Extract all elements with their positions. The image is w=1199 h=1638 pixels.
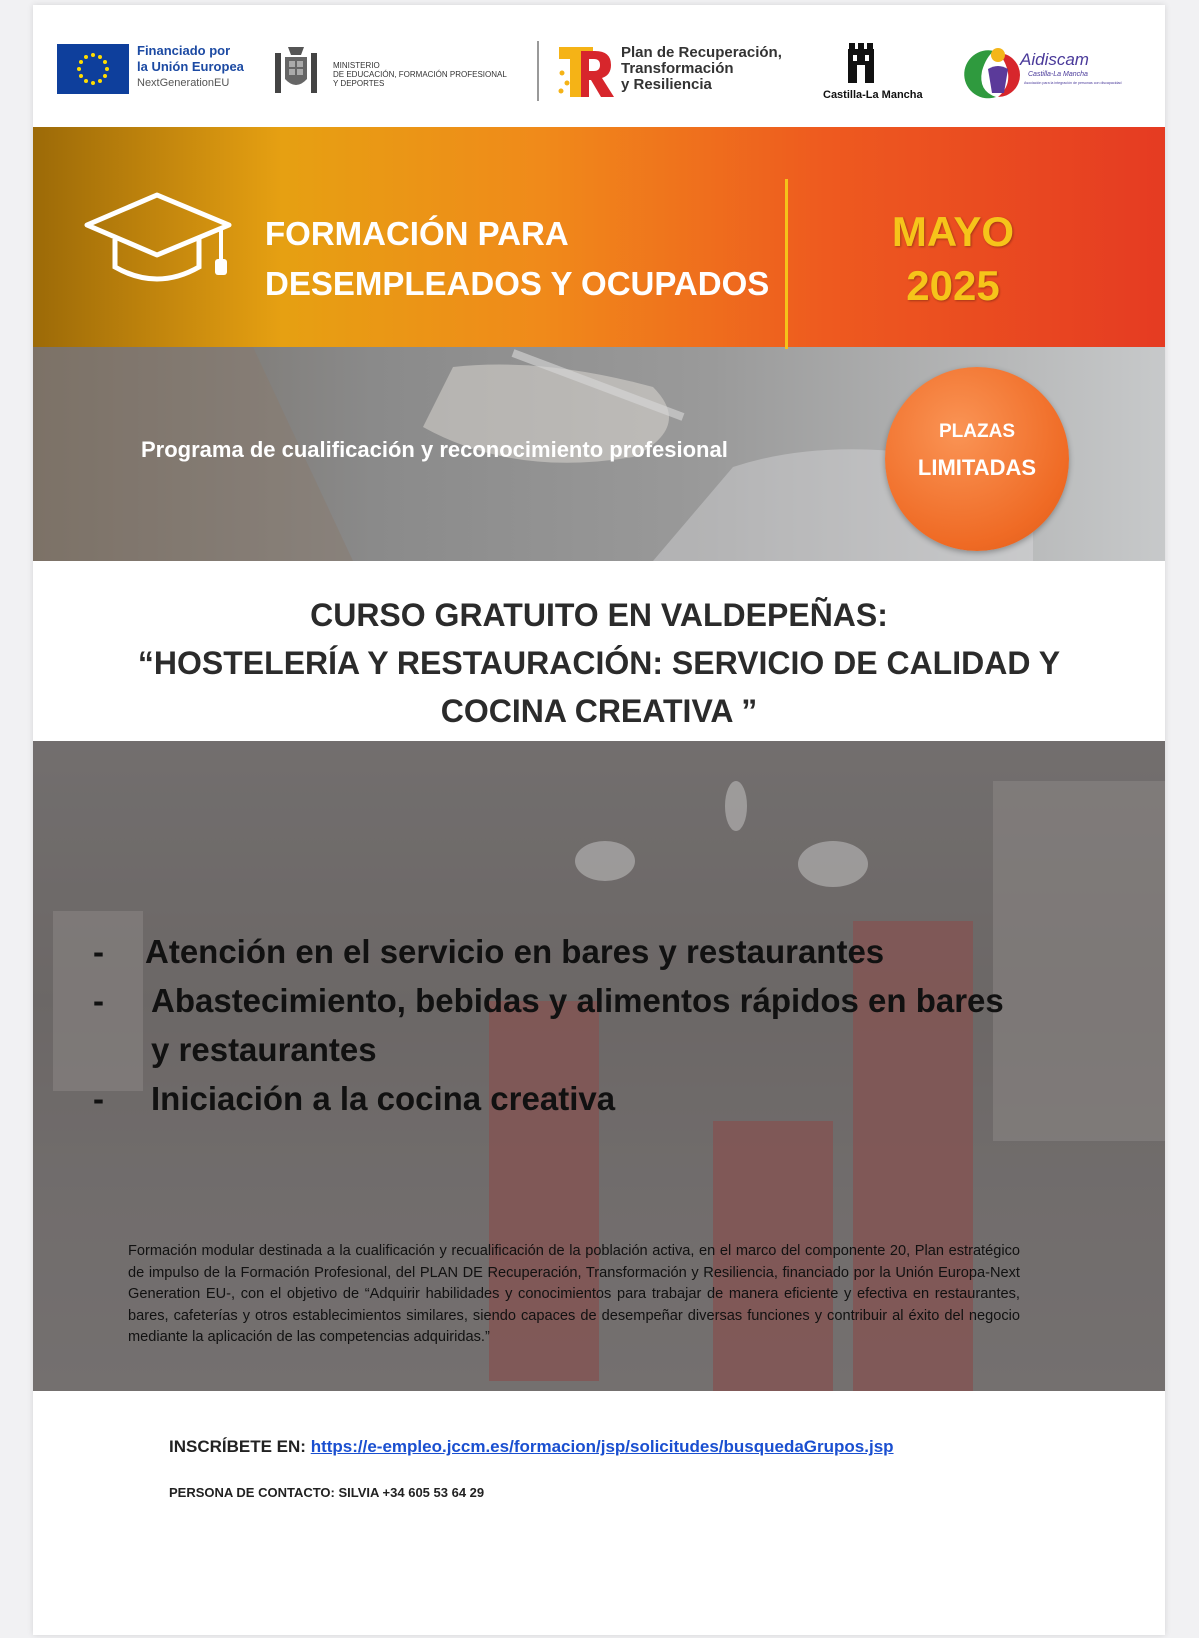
- course-month: MAYO: [891, 208, 1015, 255]
- course-date: [863, 205, 1043, 313]
- prtr-line3: y Resiliencia: [621, 76, 712, 93]
- module-item: [93, 1074, 1143, 1123]
- course-heading-line1: CURSO GRATUITO EN VALDEPEÑAS:: [310, 597, 888, 633]
- aidiscam-tagline: Asociación para la integración de personas con discapacidad: [1024, 81, 1122, 85]
- spain-crest-icon: [271, 43, 321, 99]
- course-heading-line2: “HOSTELERÍA Y RESTAURACIÓN: SERVICIO DE CALIDAD Y: [137, 645, 1061, 681]
- module-item: [93, 927, 1143, 976]
- aidiscam-logo: [968, 43, 1122, 103]
- flyer-page: [33, 5, 1165, 1635]
- legal-description: Formación modular destinada a la cualificación y recualificación de la población activa, en el marco del componente 20, Plan estratégico de impulso de la Formación Profesional, del PLAN DE Recuperación, Transformación y Resiliencia, financiado por la Unión Europa-Next Generation EU-, con el objetivo de “Adquirir habilidades y conocimientos para trabajar de manera eficiente y efectiva en restaurantes, bares, cafeterías y otros establecimientos similares, siendo capaces de desempeñar diversas funciones y contribuir al éxito del negocio mediante la aplicación de las competencias adquiridas.”: [128, 1243, 1020, 1345]
- eu-line2: la Unión Europea: [137, 59, 244, 74]
- contact-line: PERSONA DE CONTACTO: SILVIA +34 605 53 64 29: [169, 1485, 485, 1500]
- castilla-la-mancha-label: Castilla-La Mancha: [823, 89, 923, 101]
- bullet-dash: -: [93, 1080, 104, 1117]
- ministry-line1: MINISTERIO: [333, 61, 380, 70]
- prtr-logo-icon: [553, 43, 613, 101]
- course-year: 2025: [906, 262, 1000, 309]
- eu-flag-icon: [57, 44, 129, 94]
- ministry-line3: Y DEPORTES: [333, 79, 385, 88]
- hero-divider: [785, 179, 788, 349]
- hero-title: [265, 209, 769, 309]
- bullet-dash: -: [93, 933, 104, 970]
- ministry-label: [333, 61, 533, 88]
- enroll-label: INSCRÍBETE EN:: [169, 1437, 306, 1456]
- hero-title-line1: FORMACIÓN PARA: [265, 215, 569, 252]
- logo-divider: [537, 41, 539, 101]
- eu-funding-label: [137, 43, 244, 91]
- logo-strip: [33, 5, 1165, 127]
- ministry-line2: DE EDUCACIÓN, FORMACIÓN PROFESIONAL: [333, 70, 507, 79]
- eu-line1: Financiado por: [137, 43, 231, 58]
- badge-line2: LIMITADAS: [917, 455, 1037, 480]
- bullet-dash: -: [93, 982, 104, 1019]
- module-text: Iniciación a la cocina creativa: [151, 1080, 616, 1117]
- prtr-line2: Transformación: [621, 60, 734, 77]
- restaurant-photo-panel: [33, 741, 1165, 1391]
- course-heading-line3: COCINA CREATIVA ”: [440, 693, 758, 729]
- limited-places-badge: [885, 367, 1069, 551]
- enroll-link[interactable]: https://e-empleo.jccm.es/formacion/jsp/solicitudes/busquedaGrupos.jsp: [310, 1437, 894, 1456]
- aidiscam-region: Castilla-La Mancha: [1028, 71, 1088, 78]
- prtr-label: [621, 45, 782, 93]
- course-modules-list: [93, 927, 1143, 1123]
- module-item: [93, 976, 1143, 1074]
- graduation-cap-icon: [83, 191, 233, 291]
- hero-banner: [33, 127, 1165, 561]
- eu-line3: NextGenerationEU: [137, 77, 230, 89]
- course-heading: [33, 591, 1165, 735]
- hero-title-line2: DESEMPLEADOS Y OCUPADOS: [265, 265, 770, 302]
- badge-line1: PLAZAS: [939, 421, 1015, 442]
- program-subtitle: Programa de cualificación y reconocimiento profesional: [141, 437, 728, 462]
- module-text: Abastecimiento, bebidas y alimentos rápidos en bares: [151, 982, 1004, 1019]
- module-text-continued: y restaurantes: [151, 1031, 377, 1068]
- prtr-line1: Plan de Recuperación,: [621, 44, 782, 61]
- aidiscam-name: Aidiscam: [1020, 50, 1089, 69]
- enroll-line: [169, 1437, 894, 1457]
- module-text: Atención en el servicio en bares y restaurantes: [145, 933, 885, 970]
